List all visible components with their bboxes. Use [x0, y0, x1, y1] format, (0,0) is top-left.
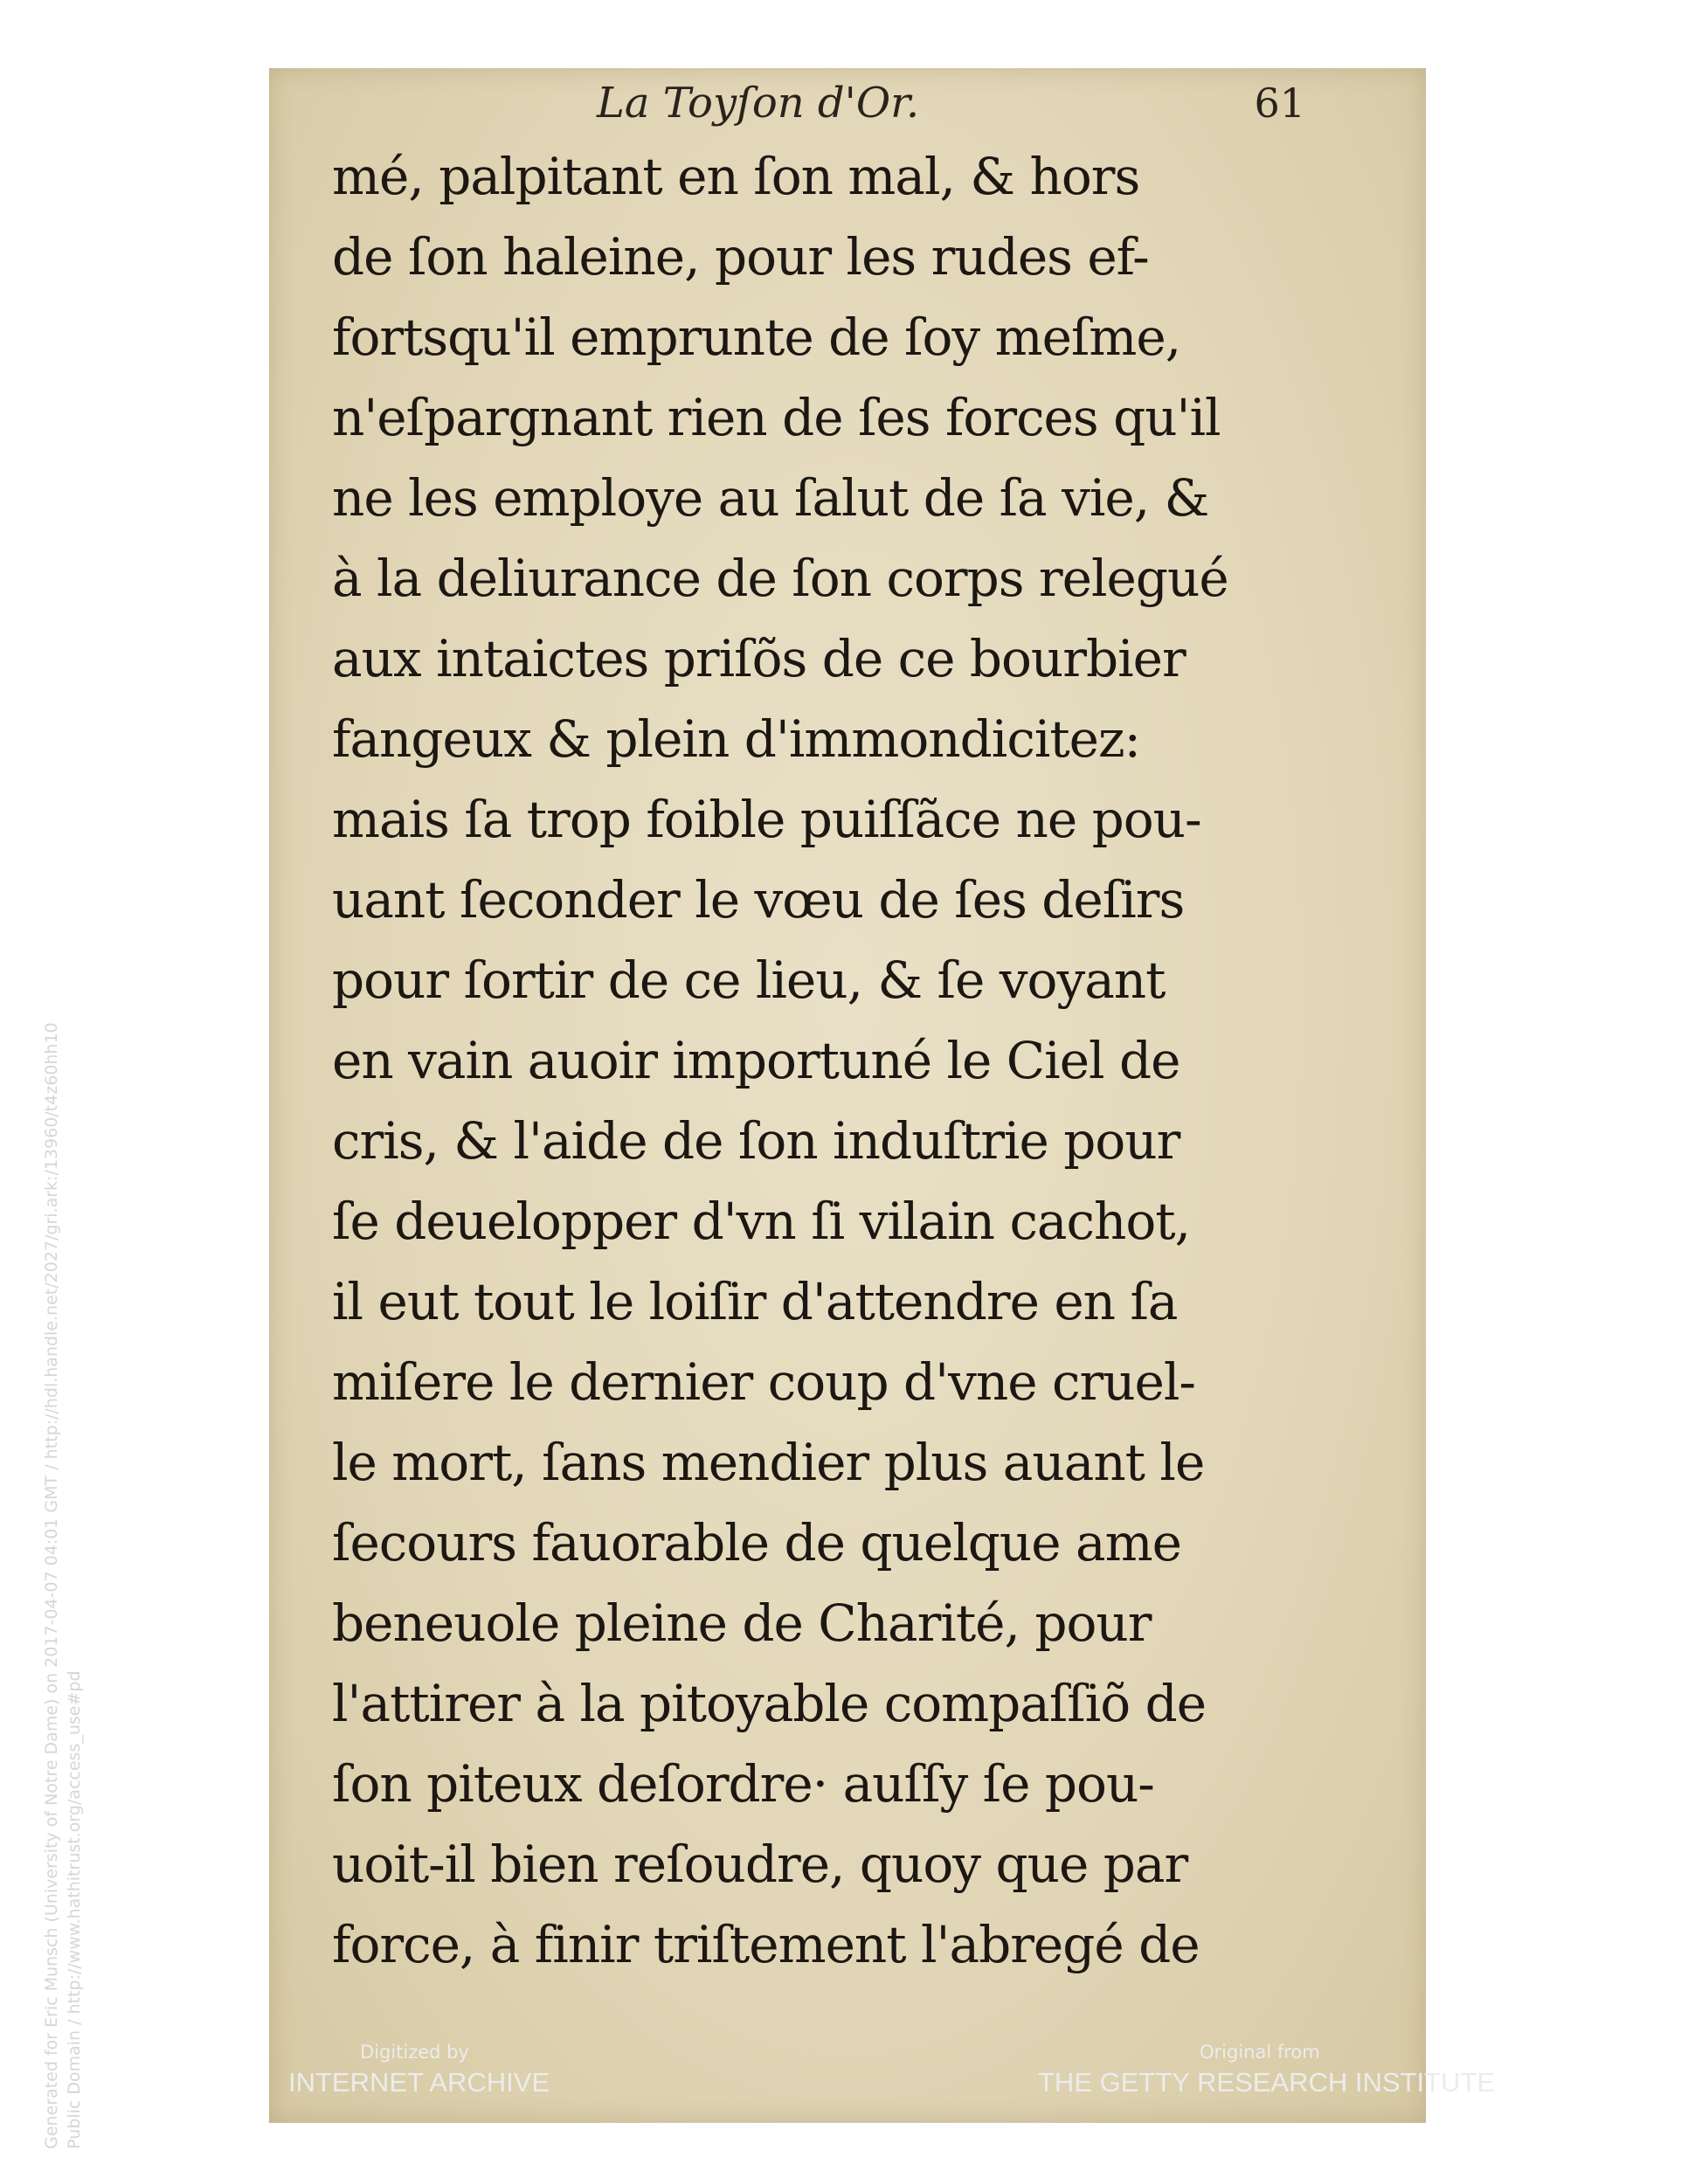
- text-line: mé, palpitant en ſon mal, & hors: [332, 147, 1140, 206]
- text-line: fangeux & plein d'immondicitez:: [332, 709, 1141, 769]
- text-line: uant ſeconder le vœu de ſes deſirs: [332, 870, 1185, 930]
- text-line: aux intaictes priſõs de ce bourbier: [332, 629, 1186, 688]
- text-line: force, à finir triſtement l'abregé de: [332, 1915, 1200, 1974]
- text-line: ne les employe au ſalut de ſa vie, &: [332, 468, 1209, 528]
- watermark-generated-line: Generated for Eric Munsch (University of Notre Dame) on 2017-04-07 04:01 GMT / http://hdl.handle.net/2027/gri.ark:/13960/t4z60hh10: [42, 1022, 61, 2149]
- text-line: il eut tout le loiſir d'attendre en ſa: [332, 1272, 1178, 1331]
- text-line: le mort, ſans mendier plus auant le: [332, 1433, 1205, 1492]
- text-line: miſere le dernier coup d'vne cruel-: [332, 1352, 1196, 1412]
- hathitrust-watermark: [40, 804, 86, 2149]
- text-line: à la deliurance de ſon corps relegué: [332, 549, 1228, 608]
- scanned-page: [269, 68, 1426, 2123]
- text-line: mais ſa trop foible puiſſãce ne pou-: [332, 790, 1201, 849]
- text-line: beneuole pleine de Charité, pour: [332, 1593, 1152, 1653]
- original-from-credit: [1038, 2039, 1495, 2100]
- text-line: ſe deuelopper d'vn ſi vilain cachot,: [332, 1192, 1191, 1251]
- text-line: ſecours fauorable de quelque ame: [332, 1513, 1181, 1572]
- running-title: La Toyſon d'Or.: [597, 79, 920, 128]
- text-line: en vain auoir importuné le Ciel de: [332, 1031, 1180, 1090]
- original-from-label: Original from: [1200, 2042, 1320, 2063]
- text-line: ſon piteux deſordre· auſſy ſe pou-: [332, 1754, 1154, 1814]
- running-head: [269, 68, 1426, 138]
- text-line: de ſon haleine, pour les rudes ef-: [332, 227, 1149, 287]
- text-line: l'attirer à la pitoyable compaſſiõ de: [332, 1674, 1207, 1733]
- page-number: 61: [1254, 79, 1305, 127]
- body-text: [332, 136, 1319, 1985]
- digitized-by-label: Digitized by: [360, 2042, 469, 2063]
- text-line: pour ſortir de ce lieu, & ſe voyant: [332, 950, 1166, 1010]
- watermark-rights-line: Public Domain / http://www.hathitrust.org/access_use#pd: [65, 1670, 84, 2149]
- text-line: cris, & l'aide de ſon induſtrie pour: [332, 1111, 1180, 1171]
- digitized-by-credit: [288, 2039, 550, 2100]
- internet-archive-label: INTERNET ARCHIVE: [288, 2067, 550, 2098]
- text-line: n'eſpargnant rien de ſes forces qu'il: [332, 388, 1221, 447]
- text-line: fortsqu'il emprunte de ſoy meſme,: [332, 308, 1181, 367]
- getty-institute-label: THE GETTY RESEARCH INSTITUTE: [1038, 2067, 1496, 2098]
- text-line: uoit-il bien reſoudre, quoy que par: [332, 1835, 1188, 1894]
